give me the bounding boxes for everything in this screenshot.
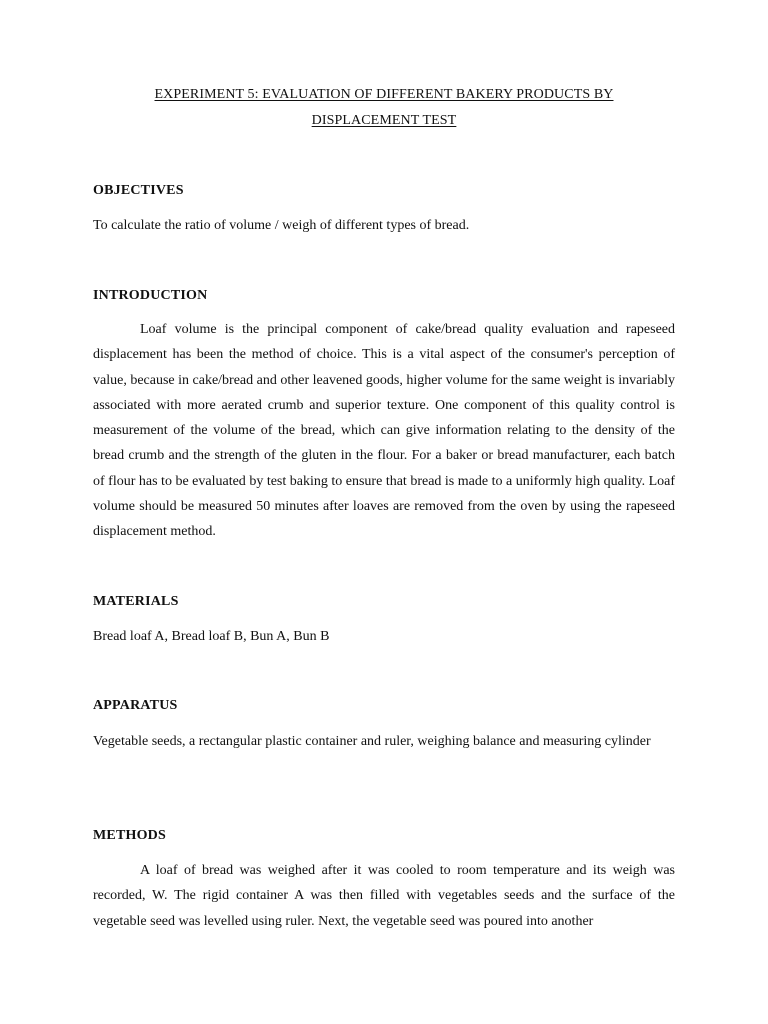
introduction-text: Loaf volume is the principal component of cake/bread quality evaluation and rapeseed displacement has been the method of choice. This is a vital aspect of the consumer's perception of value, because in cake/bread and other leavened goods, higher volume for the same weight is invariably associated with more aerated crumb and superior texture. One component of this quality control is measurement of the volume of the bread, which can give information relating to the density of the bread crumb and the strength of the gluten in the flour. For a baker or bread manufacturer, each batch of flour has to be evaluated by test baking to ensure that bread is made to a uniformly high quality. Loaf volume should be measured 50 minutes after loaves are removed from the oven by using the rapeseed displacement method. (93, 322, 675, 540)
methods-text: A loaf of bread was weighed after it was cooled to room temperature and its weigh was recorded, W. The rigid container A was then filled with vegetables seeds and the surface of the vegetable seed was levelled using ruler. Next, the vegetable seed was poured into another (93, 863, 675, 929)
materials-text: Bread loaf A, Bread loaf B, Bun A, Bun B (93, 629, 330, 644)
objectives-text: To calculate the ratio of volume / weigh of different types of bread. (93, 218, 470, 233)
objectives-heading: OBJECTIVES (93, 183, 184, 198)
materials-heading: MATERIALS (93, 594, 179, 609)
document-title-line-1: EXPERIMENT 5: EVALUATION OF DIFFERENT BAKERY PRODUCTS BY (154, 87, 614, 102)
document-title-line-2: DISPLACEMENT TEST (311, 113, 457, 128)
apparatus-heading: APPARATUS (93, 698, 178, 713)
methods-heading: METHODS (93, 828, 166, 843)
introduction-heading: INTRODUCTION (93, 288, 208, 303)
apparatus-text: Vegetable seeds, a rectangular plastic container and ruler, weighing balance and measuring cylinder (93, 734, 651, 749)
